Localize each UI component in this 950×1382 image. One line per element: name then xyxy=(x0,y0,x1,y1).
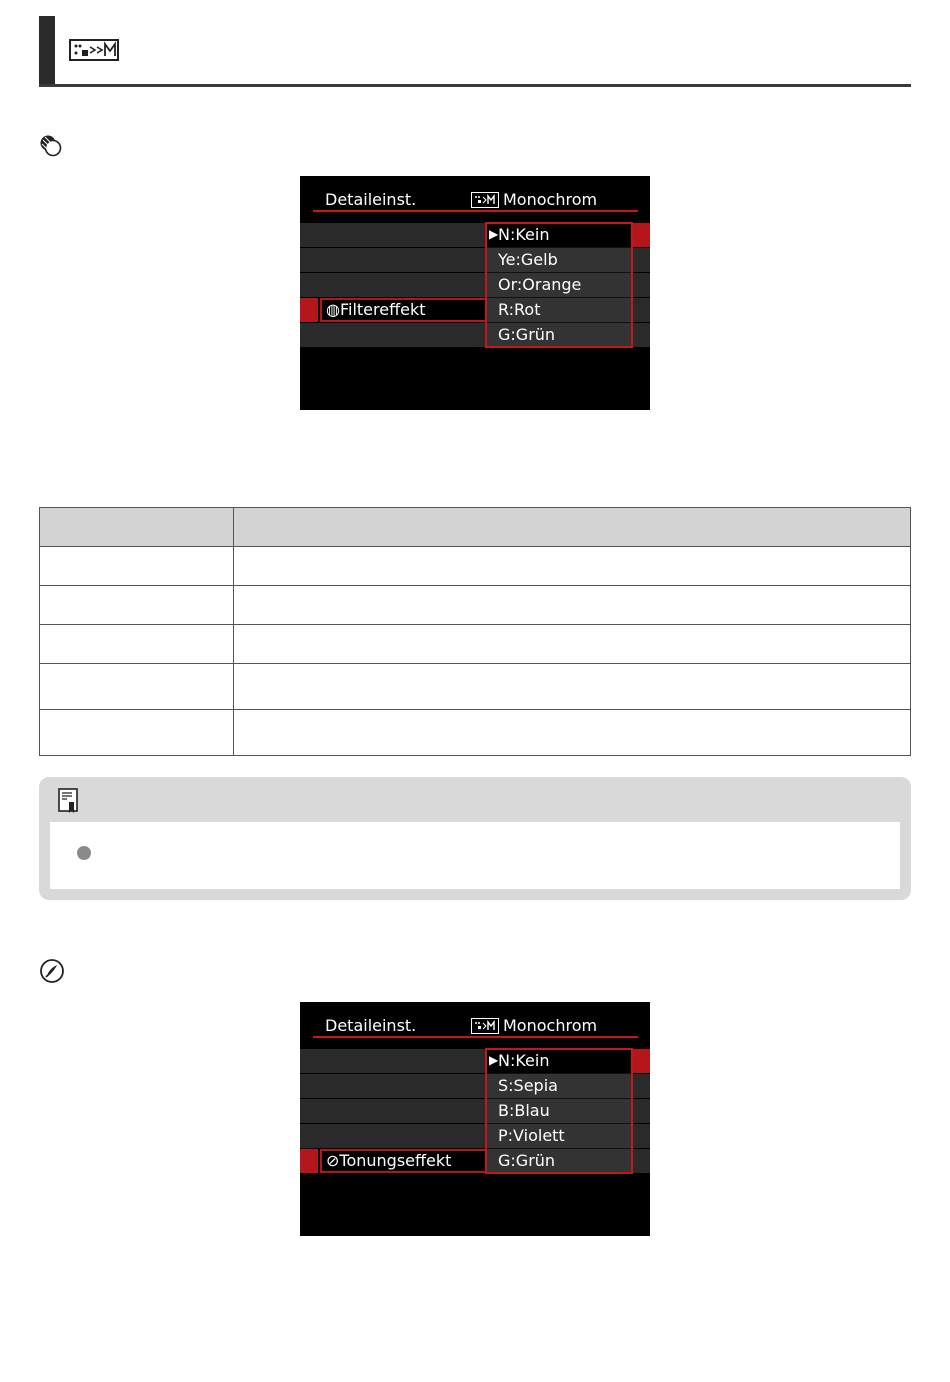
note-box xyxy=(39,777,911,900)
filter-effect-icon xyxy=(39,134,65,162)
menu-row-selected-marker xyxy=(300,298,318,322)
table-cell xyxy=(40,710,234,756)
menu-row xyxy=(300,223,486,247)
menu-row xyxy=(300,1099,486,1123)
option-item[interactable]: P:Violett xyxy=(486,1124,632,1149)
selection-caret-icon: ▶ xyxy=(489,227,499,241)
option-item[interactable]: N:Kein xyxy=(486,1049,632,1074)
toning-effect-small-icon: ⊘ xyxy=(326,1151,340,1170)
right-column xyxy=(633,248,650,272)
menu-row xyxy=(300,1124,486,1148)
table-cell xyxy=(40,547,234,586)
option-item[interactable]: Ye:Gelb xyxy=(486,248,632,273)
menu-row xyxy=(300,1049,486,1073)
scroll-indicator xyxy=(633,223,650,247)
table-cell xyxy=(40,586,234,625)
table-row xyxy=(40,710,911,756)
table-row xyxy=(40,664,911,710)
selection-caret-icon: ▶ xyxy=(489,1053,499,1067)
header-rule xyxy=(39,84,911,87)
option-item[interactable]: R:Rot xyxy=(486,298,632,323)
right-column xyxy=(633,1124,650,1148)
camera-screen-filter xyxy=(300,176,650,410)
option-item[interactable]: N:Kein xyxy=(486,223,632,248)
table-cell xyxy=(40,625,234,664)
title-underline xyxy=(313,210,638,212)
right-column xyxy=(633,1099,650,1123)
scroll-indicator xyxy=(633,1049,650,1073)
toning-effect-icon xyxy=(39,958,65,988)
filter-table xyxy=(39,507,911,756)
right-column xyxy=(633,323,650,347)
options-frame xyxy=(485,222,633,348)
option-item[interactable]: B:Blau xyxy=(486,1099,632,1124)
monochrome-badge-icon xyxy=(471,1018,499,1034)
table-row xyxy=(40,625,911,664)
right-column xyxy=(633,273,650,297)
table-cell xyxy=(234,547,911,586)
mode-indicator xyxy=(471,190,597,209)
table-header-row xyxy=(40,508,911,547)
table-row xyxy=(40,586,911,625)
bullet-icon xyxy=(77,846,91,860)
table-cell xyxy=(234,710,911,756)
menu-row xyxy=(300,273,486,297)
memo-icon xyxy=(58,788,78,818)
right-column xyxy=(633,1149,650,1173)
monochrome-mode-icon xyxy=(69,39,119,65)
header-bar xyxy=(39,16,55,86)
mode-label: Monochrom xyxy=(503,1016,598,1035)
table-cell xyxy=(40,664,234,710)
table-cell xyxy=(234,625,911,664)
option-item[interactable]: G:Grün xyxy=(486,1149,632,1174)
table-row xyxy=(40,547,911,586)
table-header-cell xyxy=(40,508,234,547)
camera-screen-toning xyxy=(300,1002,650,1236)
filter-effect-small-icon: ◍ xyxy=(326,300,340,319)
menu-row-selected-marker xyxy=(300,1149,318,1173)
menu-row xyxy=(300,323,486,347)
menu-row xyxy=(300,1074,486,1098)
option-item[interactable]: S:Sepia xyxy=(486,1074,632,1099)
mode-label: Monochrom xyxy=(503,190,598,209)
options-frame xyxy=(485,1048,633,1174)
menu-row xyxy=(300,248,486,272)
monochrome-badge-icon xyxy=(471,192,499,208)
table-header-cell xyxy=(234,508,911,547)
right-column xyxy=(633,1074,650,1098)
table-cell xyxy=(234,664,911,710)
right-column xyxy=(633,298,650,322)
mode-indicator xyxy=(471,1016,597,1035)
note-content xyxy=(50,822,900,889)
screen-title: Detaileinst. xyxy=(325,190,417,209)
option-item[interactable]: G:Grün xyxy=(486,323,632,348)
menu-item-toning-effect[interactable]: ⊘Tonungseffekt xyxy=(320,1149,486,1173)
option-item[interactable]: Or:Orange xyxy=(486,273,632,298)
table-cell xyxy=(234,586,911,625)
title-underline xyxy=(313,1036,638,1038)
screen-title: Detaileinst. xyxy=(325,1016,417,1035)
menu-item-filter-effect[interactable]: ◍Filtereffekt xyxy=(320,298,486,322)
